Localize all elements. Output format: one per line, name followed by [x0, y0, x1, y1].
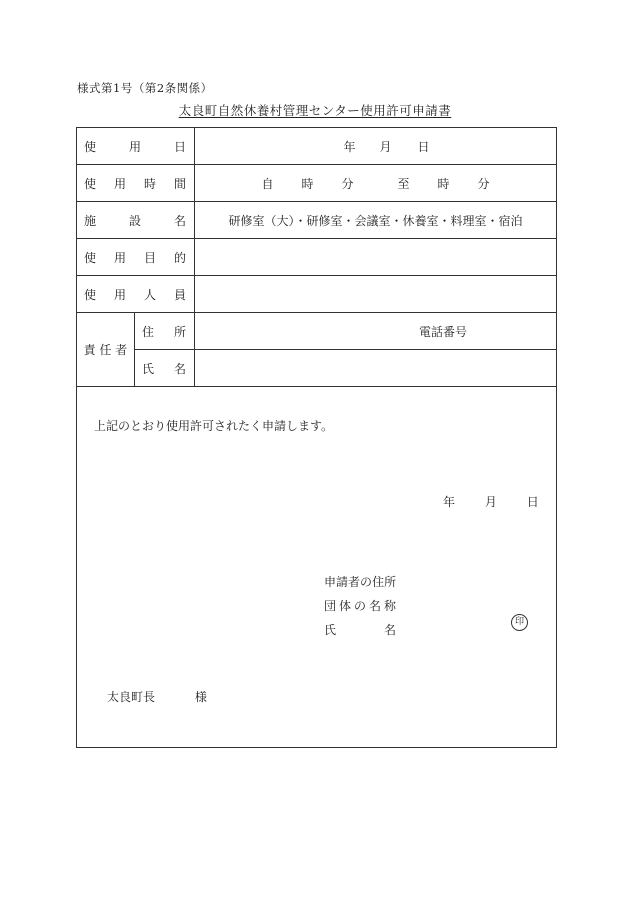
from-char: 自 — [261, 176, 274, 191]
people-label — [77, 276, 195, 313]
responsible-address-field[interactable] — [195, 313, 557, 350]
usage-time-label — [77, 165, 195, 202]
organization-name-row[interactable] — [324, 594, 396, 618]
label-char: 称 — [383, 599, 396, 613]
label-char: 使 — [84, 250, 97, 265]
form-number-note: 様式第1号（第2条関係） — [77, 81, 213, 95]
year-char: 年 — [443, 495, 456, 509]
usage-date-label — [77, 128, 195, 165]
label-char: 名 — [368, 599, 381, 613]
people-field[interactable] — [195, 276, 557, 313]
responsible-address-label — [135, 313, 195, 350]
usage-date-field[interactable] — [195, 128, 557, 165]
purpose-label — [77, 239, 195, 276]
day-char: 日 — [417, 139, 430, 154]
addressee-name: 太良町長 — [107, 690, 156, 704]
label-char: 的 — [174, 250, 187, 265]
label-char: 住 — [372, 575, 385, 589]
responsible-name-label — [135, 350, 195, 387]
label-char: 用 — [114, 287, 127, 302]
year-char: 年 — [343, 139, 356, 154]
label-char: 所 — [174, 324, 187, 339]
applicant-address-label — [324, 570, 396, 594]
label-char: 用 — [129, 139, 142, 154]
label-char: 員 — [174, 287, 187, 302]
responsible-address-row — [77, 313, 557, 350]
day-char: 日 — [526, 495, 539, 509]
declaration-row — [77, 387, 557, 748]
label-char: 体 — [338, 599, 351, 613]
label-char: 使 — [84, 176, 97, 191]
responsible-name-row — [77, 350, 557, 387]
purpose-row — [77, 239, 557, 276]
hour-char: 時 — [437, 176, 450, 191]
label-char: 目 — [144, 250, 157, 265]
organization-name-label — [324, 594, 396, 618]
label-char: 氏 — [324, 623, 337, 637]
label-char: 団 — [324, 599, 337, 613]
facility-row — [77, 202, 557, 239]
label-char: 設 — [129, 213, 142, 228]
usage-date-row — [77, 128, 557, 165]
label-char: 者 — [348, 575, 361, 589]
month-char: 月 — [484, 495, 497, 509]
facility-label — [77, 202, 195, 239]
label-char: 住 — [142, 324, 155, 339]
label-char: 日 — [174, 139, 187, 154]
applicant-name-label — [324, 618, 396, 642]
responsible-name-field[interactable] — [195, 350, 557, 387]
declaration-section — [77, 387, 557, 748]
label-char: 間 — [174, 176, 187, 191]
application-date[interactable] — [443, 493, 539, 510]
label-char: 氏 — [142, 361, 155, 376]
hour-char: 時 — [301, 176, 314, 191]
purpose-field[interactable] — [195, 239, 557, 276]
label-char: の — [353, 599, 366, 613]
document-title-text: 太良町自然休養村管理センター使用許可申請書 — [178, 103, 452, 118]
label-char: 名 — [383, 623, 396, 637]
usage-time-field[interactable] — [195, 165, 557, 202]
label-char: 請 — [336, 575, 349, 589]
applicant-block — [324, 570, 396, 642]
label-char: 用 — [114, 176, 127, 191]
label-char: 所 — [384, 575, 397, 589]
seal-mark: 印 — [511, 614, 528, 631]
to-char: 至 — [397, 176, 410, 191]
applicant-address-row[interactable] — [324, 570, 396, 594]
label-char: 時 — [144, 176, 157, 191]
month-char: 月 — [379, 139, 392, 154]
label-char: 使 — [84, 287, 97, 302]
application-form-table — [76, 127, 557, 748]
label-char: の — [360, 575, 373, 589]
label-char: 人 — [144, 287, 157, 302]
usage-time-row — [77, 165, 557, 202]
label-char: 用 — [114, 250, 127, 265]
application-statement: 上記のとおり使用許可されたく申請します。 — [94, 419, 334, 433]
phone-number-label: 電話番号 — [419, 324, 468, 339]
responsible-person-label: 責 任 者 — [77, 313, 135, 387]
document-title — [0, 101, 630, 119]
addressee — [107, 688, 207, 705]
label-char: 使 — [84, 139, 97, 154]
label-char: 名 — [174, 361, 187, 376]
label-char: 施 — [84, 213, 97, 228]
label-char: 申 — [324, 575, 337, 589]
addressee-honorific: 様 — [194, 690, 207, 704]
facility-options[interactable]: 研修室（大）・研修室・会議室・休養室・料理室・宿泊 — [195, 202, 557, 239]
minute-char: 分 — [477, 176, 490, 191]
minute-char: 分 — [341, 176, 354, 191]
people-row — [77, 276, 557, 313]
label-char: 名 — [174, 213, 187, 228]
applicant-name-row[interactable] — [324, 618, 396, 642]
